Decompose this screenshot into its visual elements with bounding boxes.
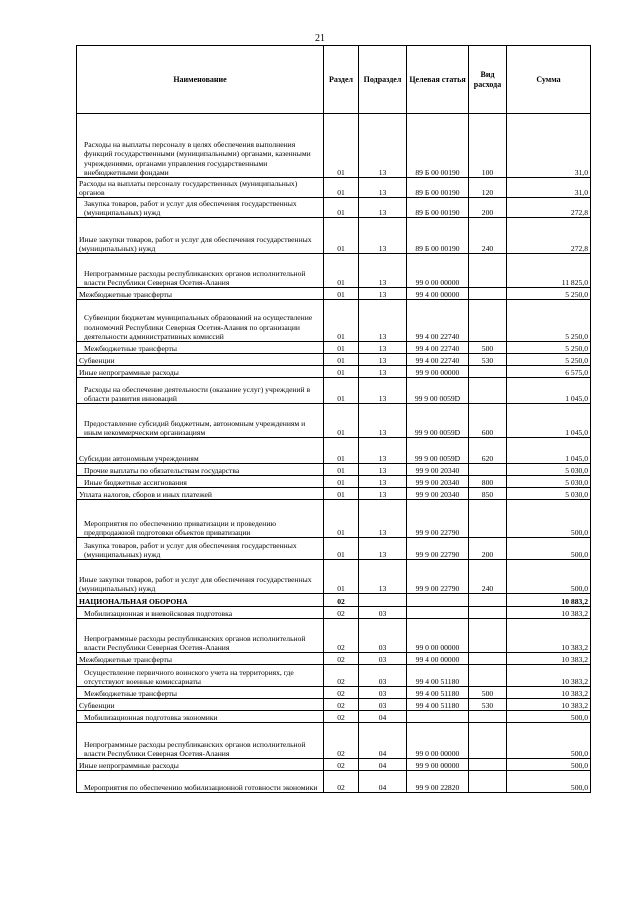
table-row bbox=[77, 300, 591, 342]
row-target: 99 9 00 20340 bbox=[407, 464, 469, 476]
row-subsection: 13 bbox=[359, 198, 407, 218]
row-target: 99 9 00 20340 bbox=[407, 488, 469, 500]
row-section: 01 bbox=[324, 198, 359, 218]
row-sum: 10 383,2 bbox=[507, 665, 591, 687]
row-target: 99 9 00 22820 bbox=[407, 771, 469, 793]
row-name: Закупка товаров, работ и услуг для обеспечения государственных (муниципальных) нужд bbox=[77, 538, 324, 560]
row-sum: 10 383,2 bbox=[507, 619, 591, 653]
row-name: Межбюджетные трансферты bbox=[77, 687, 324, 699]
table-row bbox=[77, 619, 591, 653]
row-sum: 10 383,2 bbox=[507, 687, 591, 699]
table-row bbox=[77, 366, 591, 378]
row-target: 99 4 00 22740 bbox=[407, 354, 469, 366]
row-sum: 500,0 bbox=[507, 560, 591, 594]
row-name: Уплата налогов, сборов и иных платежей bbox=[77, 488, 324, 500]
row-target: 99 0 00 00000 bbox=[407, 723, 469, 759]
row-kind: 240 bbox=[469, 560, 507, 594]
row-kind: 500 bbox=[469, 687, 507, 699]
row-sum: 272,8 bbox=[507, 198, 591, 218]
row-subsection bbox=[359, 594, 407, 607]
table-row bbox=[77, 560, 591, 594]
row-sum: 1 045,0 bbox=[507, 378, 591, 404]
row-subsection: 03 bbox=[359, 665, 407, 687]
table-row bbox=[77, 538, 591, 560]
row-name: Непрограммные расходы республиканских органов исполнительной власти Республики Северная Осетия-Алания bbox=[77, 619, 324, 653]
row-name: Иные закупки товаров, работ и услуг для обеспечения государственных (муниципальных) нужд bbox=[77, 218, 324, 254]
row-target: 99 0 00 00000 bbox=[407, 619, 469, 653]
row-name: Расходы на выплаты персоналу государственных (муниципальных) органов bbox=[77, 178, 324, 198]
row-sum: 272,8 bbox=[507, 218, 591, 254]
row-name: Прочие выплаты по обязательствам государства bbox=[77, 464, 324, 476]
row-section: 01 bbox=[324, 464, 359, 476]
row-section: 02 bbox=[324, 711, 359, 723]
row-name: Межбюджетные трансферты bbox=[77, 342, 324, 354]
row-name: Субвенции bbox=[77, 354, 324, 366]
row-subsection: 13 bbox=[359, 538, 407, 560]
row-target: 99 9 00 22790 bbox=[407, 538, 469, 560]
row-section: 02 bbox=[324, 607, 359, 619]
row-target: 99 4 00 51180 bbox=[407, 699, 469, 711]
row-subsection: 13 bbox=[359, 560, 407, 594]
row-kind bbox=[469, 464, 507, 476]
row-subsection: 13 bbox=[359, 178, 407, 198]
row-name: Мобилизационная подготовка экономики bbox=[77, 711, 324, 723]
row-sum: 5 250,0 bbox=[507, 288, 591, 300]
row-subsection: 13 bbox=[359, 404, 407, 438]
row-name: Межбюджетные трансферты bbox=[77, 653, 324, 665]
row-name: Мобилизационная и вневойсковая подготовка bbox=[77, 607, 324, 619]
row-subsection: 13 bbox=[359, 254, 407, 288]
row-kind bbox=[469, 254, 507, 288]
table-row bbox=[77, 464, 591, 476]
header-subsection: Подраздел bbox=[359, 46, 407, 114]
row-subsection: 13 bbox=[359, 438, 407, 464]
row-kind: 530 bbox=[469, 354, 507, 366]
row-name: Субвенции бюджетам муниципальных образований на осуществление полномочий Республики Северная Осетия-Алания по организации деятельности административных комиссий bbox=[77, 300, 324, 342]
row-section: 01 bbox=[324, 354, 359, 366]
row-target: 89 Б 00 00190 bbox=[407, 218, 469, 254]
row-sum: 10 383,2 bbox=[507, 699, 591, 711]
row-target: 99 4 00 22740 bbox=[407, 300, 469, 342]
row-name: Иные закупки товаров, работ и услуг для обеспечения государственных (муниципальных) нужд bbox=[77, 560, 324, 594]
row-name: Расходы на выплаты персоналу в целях обеспечения выполнения функций государственными (муниципальными) органами, казенными учреждениями, органами управления государственными внебюджетными фондами bbox=[77, 114, 324, 178]
row-subsection: 13 bbox=[359, 366, 407, 378]
row-sum: 500,0 bbox=[507, 759, 591, 771]
row-target: 99 9 00 0059D bbox=[407, 438, 469, 464]
row-target: 99 9 00 0059D bbox=[407, 378, 469, 404]
table-row bbox=[77, 178, 591, 198]
row-kind: 530 bbox=[469, 699, 507, 711]
row-section: 01 bbox=[324, 342, 359, 354]
row-subsection: 13 bbox=[359, 342, 407, 354]
table-row bbox=[77, 723, 591, 759]
row-subsection: 03 bbox=[359, 687, 407, 699]
row-section: 01 bbox=[324, 366, 359, 378]
row-sum: 500,0 bbox=[507, 538, 591, 560]
row-target: 99 9 00 20340 bbox=[407, 476, 469, 488]
row-section: 02 bbox=[324, 665, 359, 687]
row-kind: 800 bbox=[469, 476, 507, 488]
row-section: 01 bbox=[324, 300, 359, 342]
row-name: Иные бюджетные ассигнования bbox=[77, 476, 324, 488]
row-section: 01 bbox=[324, 288, 359, 300]
row-subsection: 04 bbox=[359, 711, 407, 723]
table-row bbox=[77, 476, 591, 488]
row-sum: 31,0 bbox=[507, 178, 591, 198]
row-subsection: 13 bbox=[359, 218, 407, 254]
row-kind bbox=[469, 711, 507, 723]
row-section: 01 bbox=[324, 218, 359, 254]
header-name: Наименование bbox=[77, 46, 324, 114]
table-row bbox=[77, 404, 591, 438]
row-section: 01 bbox=[324, 254, 359, 288]
table-row bbox=[77, 607, 591, 619]
row-subsection: 13 bbox=[359, 488, 407, 500]
row-section: 02 bbox=[324, 759, 359, 771]
row-target: 89 Б 00 00190 bbox=[407, 114, 469, 178]
row-section: 02 bbox=[324, 594, 359, 607]
table-row bbox=[77, 218, 591, 254]
row-name: Межбюджетные трансферты bbox=[77, 288, 324, 300]
table-row bbox=[77, 665, 591, 687]
table-row bbox=[77, 771, 591, 793]
table-row bbox=[77, 687, 591, 699]
row-kind: 600 bbox=[469, 404, 507, 438]
row-sum: 10 383,2 bbox=[507, 653, 591, 665]
row-section: 02 bbox=[324, 653, 359, 665]
row-target: 99 9 00 0059D bbox=[407, 404, 469, 438]
table-row bbox=[77, 699, 591, 711]
row-name: Субсидии автономным учреждениям bbox=[77, 438, 324, 464]
header-target: Целевая статья bbox=[407, 46, 469, 114]
row-subsection: 13 bbox=[359, 300, 407, 342]
row-section: 01 bbox=[324, 378, 359, 404]
row-kind: 850 bbox=[469, 488, 507, 500]
budget-table bbox=[76, 45, 591, 793]
row-name: Расходы на обеспечение деятельности (оказание услуг) учреждений в области развития инноваций bbox=[77, 378, 324, 404]
row-subsection: 13 bbox=[359, 464, 407, 476]
row-sum: 5 250,0 bbox=[507, 300, 591, 342]
row-subsection: 03 bbox=[359, 699, 407, 711]
table-row bbox=[77, 288, 591, 300]
row-section: 01 bbox=[324, 500, 359, 538]
row-kind: 100 bbox=[469, 114, 507, 178]
row-target bbox=[407, 594, 469, 607]
row-subsection: 03 bbox=[359, 619, 407, 653]
row-subsection: 13 bbox=[359, 288, 407, 300]
table-row bbox=[77, 438, 591, 464]
row-target: 99 9 00 00000 bbox=[407, 366, 469, 378]
header-section: Раздел bbox=[324, 46, 359, 114]
table-row bbox=[77, 488, 591, 500]
row-target: 99 9 00 22790 bbox=[407, 560, 469, 594]
row-kind bbox=[469, 607, 507, 619]
row-section: 01 bbox=[324, 404, 359, 438]
row-subsection: 13 bbox=[359, 500, 407, 538]
row-kind: 240 bbox=[469, 218, 507, 254]
row-kind: 500 bbox=[469, 342, 507, 354]
row-kind bbox=[469, 300, 507, 342]
row-kind bbox=[469, 665, 507, 687]
row-sum: 1 045,0 bbox=[507, 404, 591, 438]
row-target: 99 4 00 51180 bbox=[407, 687, 469, 699]
row-subsection: 04 bbox=[359, 771, 407, 793]
row-kind: 120 bbox=[469, 178, 507, 198]
table-row bbox=[77, 759, 591, 771]
table-row bbox=[77, 378, 591, 404]
table-row bbox=[77, 342, 591, 354]
row-kind bbox=[469, 723, 507, 759]
row-subsection: 13 bbox=[359, 354, 407, 366]
table-row bbox=[77, 114, 591, 178]
table-row bbox=[77, 594, 591, 607]
table-row bbox=[77, 198, 591, 218]
row-name: Предоставление субсидий бюджетным, автономным учреждениям и иным некоммерческим организациям bbox=[77, 404, 324, 438]
row-target bbox=[407, 711, 469, 723]
row-sum: 5 030,0 bbox=[507, 488, 591, 500]
row-sum: 11 825,0 bbox=[507, 254, 591, 288]
header-kind: Вид расхода bbox=[469, 46, 507, 114]
table-row bbox=[77, 254, 591, 288]
row-name: Непрограммные расходы республиканских органов исполнительной власти Республики Северная Осетия-Алания bbox=[77, 723, 324, 759]
row-kind bbox=[469, 619, 507, 653]
row-name: Субвенции bbox=[77, 699, 324, 711]
row-kind bbox=[469, 653, 507, 665]
row-target: 99 4 00 22740 bbox=[407, 342, 469, 354]
row-kind: 200 bbox=[469, 538, 507, 560]
row-subsection: 13 bbox=[359, 476, 407, 488]
row-sum: 1 045,0 bbox=[507, 438, 591, 464]
page-number: 21 bbox=[315, 33, 325, 44]
row-section: 01 bbox=[324, 114, 359, 178]
row-target: 89 Б 00 00190 bbox=[407, 178, 469, 198]
row-subsection: 04 bbox=[359, 759, 407, 771]
row-target: 99 9 00 22790 bbox=[407, 500, 469, 538]
row-section: 02 bbox=[324, 771, 359, 793]
row-section: 01 bbox=[324, 438, 359, 464]
row-kind: 200 bbox=[469, 198, 507, 218]
row-name: Непрограммные расходы республиканских органов исполнительной власти Республики Северная Осетия-Алания bbox=[77, 254, 324, 288]
row-subsection: 13 bbox=[359, 378, 407, 404]
row-kind bbox=[469, 288, 507, 300]
row-sum: 500,0 bbox=[507, 711, 591, 723]
row-kind: 620 bbox=[469, 438, 507, 464]
row-sum: 5 030,0 bbox=[507, 464, 591, 476]
table-row bbox=[77, 653, 591, 665]
row-target: 99 0 00 00000 bbox=[407, 254, 469, 288]
row-name: Закупка товаров, работ и услуг для обеспечения государственных (муниципальных) нужд bbox=[77, 198, 324, 218]
row-sum: 500,0 bbox=[507, 723, 591, 759]
row-sum: 10 883,2 bbox=[507, 594, 591, 607]
row-target bbox=[407, 607, 469, 619]
row-target: 99 4 00 51180 bbox=[407, 665, 469, 687]
row-subsection: 03 bbox=[359, 607, 407, 619]
row-sum: 5 250,0 bbox=[507, 342, 591, 354]
row-section: 02 bbox=[324, 619, 359, 653]
table-row bbox=[77, 711, 591, 723]
row-kind bbox=[469, 759, 507, 771]
row-section: 01 bbox=[324, 560, 359, 594]
row-kind bbox=[469, 378, 507, 404]
row-sum: 500,0 bbox=[507, 771, 591, 793]
table-row bbox=[77, 500, 591, 538]
row-name: Мероприятия по обеспечению приватизации и проведению предпродажной подготовки объектов приватизации bbox=[77, 500, 324, 538]
row-sum: 5 250,0 bbox=[507, 354, 591, 366]
table-row bbox=[77, 354, 591, 366]
row-kind bbox=[469, 594, 507, 607]
row-name: Осуществление первичного воинского учета на территориях, где отсутствуют военные комиссариаты bbox=[77, 665, 324, 687]
row-section: 01 bbox=[324, 178, 359, 198]
row-subsection: 04 bbox=[359, 723, 407, 759]
row-kind bbox=[469, 771, 507, 793]
row-target: 99 9 00 00000 bbox=[407, 759, 469, 771]
row-sum: 500,0 bbox=[507, 500, 591, 538]
table-header-row bbox=[77, 46, 591, 114]
row-sum: 31,0 bbox=[507, 114, 591, 178]
row-target: 99 4 00 00000 bbox=[407, 653, 469, 665]
row-section: 01 bbox=[324, 488, 359, 500]
table-body bbox=[77, 114, 591, 793]
row-sum: 10 383,2 bbox=[507, 607, 591, 619]
row-sum: 6 575,0 bbox=[507, 366, 591, 378]
row-kind bbox=[469, 366, 507, 378]
row-section: 02 bbox=[324, 723, 359, 759]
row-name: НАЦИОНАЛЬНАЯ ОБОРОНА bbox=[77, 594, 324, 607]
row-subsection: 03 bbox=[359, 653, 407, 665]
row-section: 01 bbox=[324, 538, 359, 560]
row-name: Иные непрограммные расходы bbox=[77, 759, 324, 771]
row-section: 01 bbox=[324, 476, 359, 488]
header-sum: Сумма bbox=[507, 46, 591, 114]
row-target: 89 Б 00 00190 bbox=[407, 198, 469, 218]
row-target: 99 4 00 00000 bbox=[407, 288, 469, 300]
row-name: Иные непрограммные расходы bbox=[77, 366, 324, 378]
row-name: Мероприятия по обеспечению мобилизационной готовности экономики bbox=[77, 771, 324, 793]
row-subsection: 13 bbox=[359, 114, 407, 178]
row-kind bbox=[469, 500, 507, 538]
row-section: 02 bbox=[324, 687, 359, 699]
row-section: 02 bbox=[324, 699, 359, 711]
row-sum: 5 030,0 bbox=[507, 476, 591, 488]
